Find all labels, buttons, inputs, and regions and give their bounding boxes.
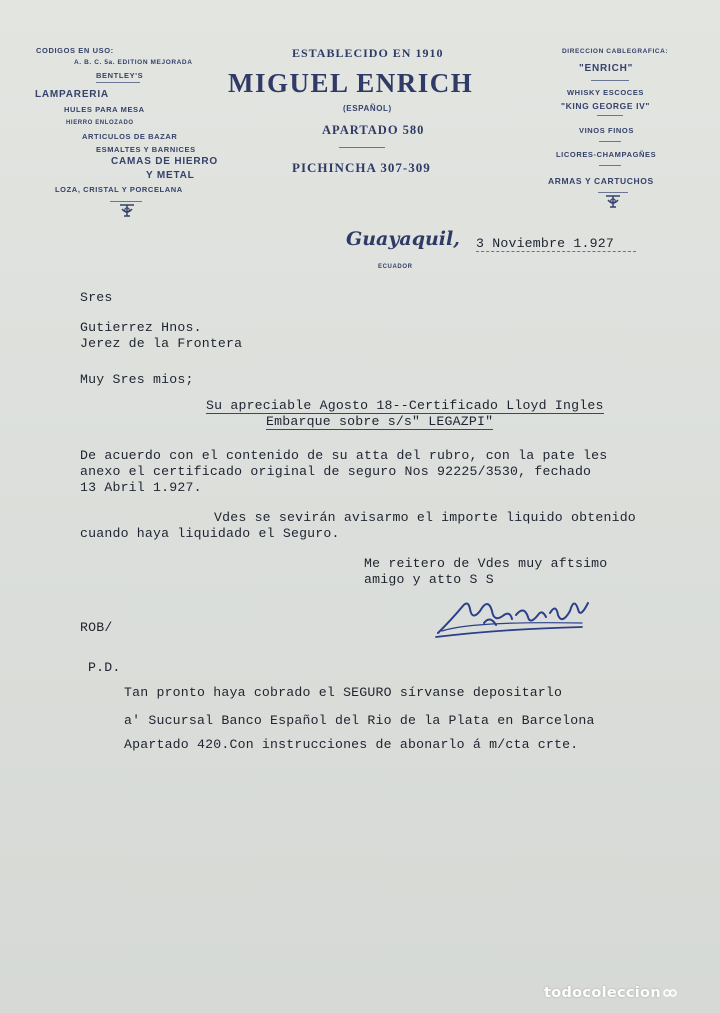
loza-item: LOZA, CRISTAL Y PORCELANA: [55, 185, 183, 194]
signature: [432, 585, 597, 643]
recipient-name: Gutierrez Hnos.: [80, 320, 202, 335]
company-name: MIGUEL ENRICH: [228, 68, 474, 98]
camas-item: CAMAS DE HIERRO: [111, 156, 219, 167]
nationality: (ESPAÑOL): [343, 104, 392, 113]
ps-line: Tan pronto haya cobrado el SEGURO sírvanse depositarlo: [124, 685, 563, 700]
articulos-item: ARTICULOS DE BAZAR: [82, 132, 178, 141]
cable-value: "ENRICH": [579, 63, 634, 74]
hierro-item: HIERRO ENLOZADO: [66, 120, 134, 126]
ps-line: Apartado 420.Con instrucciones de abonarlo á m/cta crte.: [124, 737, 579, 752]
king-item: "KING GEORGE IV": [561, 101, 650, 111]
vinos-item: VINOS FINOS: [579, 126, 634, 135]
paragraph-1-line: 13 Abril 1.927.: [80, 480, 202, 495]
divider: [591, 80, 629, 81]
closing-line: Me reitero de Vdes muy aftsimo: [364, 556, 608, 571]
salutation-top: Sres: [80, 290, 113, 305]
country-label: ECUADOR: [378, 264, 413, 270]
bentleys-code: BENTLEY'S: [96, 71, 144, 80]
subject-line-2: Embarque sobre s/s" LEGAZPI": [266, 414, 494, 429]
closing-line: amigo y atto S S: [364, 572, 494, 587]
letterhead-emblem-icon: [118, 203, 136, 218]
paragraph-2-line: cuando haya liquidado el Seguro.: [80, 526, 340, 541]
codes-value: A. B. C. 5a. EDITION MEJORADA: [74, 59, 193, 66]
whisky-item: WHISKY ESCOCES: [567, 88, 645, 97]
paragraph-2-line: Vdes se sevirán avisarmo el importe liquido obtenido: [214, 510, 636, 525]
typist-initials: ROB/: [80, 620, 113, 635]
watermark-text: todocoleccion: [544, 985, 661, 1001]
divider: [96, 82, 140, 83]
paragraph-1-line: anexo el certificado original de seguro Nos 92225/3530, fechado: [80, 464, 592, 479]
apartado: APARTADO 580: [322, 123, 425, 137]
divider: [339, 147, 385, 148]
address: PICHINCHA 307-309: [292, 160, 431, 175]
divider: [597, 115, 623, 116]
codes-label: CODIGOS EN USO:: [36, 46, 114, 55]
paragraph-1-line: De acuerdo con el contenido de su atta del rubro, con la pate les: [80, 448, 608, 463]
watermark: [544, 985, 677, 1001]
subject-line-1: Su apreciable Agosto 18--Certificado Lloyd Ingles: [206, 398, 604, 413]
divider: [110, 201, 142, 202]
divider: [599, 165, 621, 166]
letter-date: 3 Noviembre 1.927: [476, 236, 636, 252]
esmaltes-item: ESMALTES Y BARNICES: [96, 145, 196, 154]
greeting: Muy Sres mios;: [80, 372, 194, 387]
city-script: Guayaquil,: [346, 228, 460, 250]
divider: [599, 141, 621, 142]
licores-item: LICORES-CHAMPAGÑES: [556, 150, 657, 159]
ps-label: P.D.: [88, 660, 121, 675]
ps-line: a' Sucursal Banco Español del Rio de la Plata en Barcelona: [124, 713, 595, 728]
hules-item: HULES PARA MESA: [64, 105, 145, 114]
lampareria-item: LAMPARERIA: [35, 89, 109, 100]
cable-label: DIRECCION CABLEGRAFICA:: [562, 48, 669, 55]
established-line: ESTABLECIDO EN 1910: [292, 46, 444, 60]
armas-item: ARMAS Y CARTUCHOS: [548, 176, 654, 186]
watermark-logo-icon: [663, 987, 677, 999]
divider: [598, 192, 628, 193]
metal-item: Y METAL: [146, 170, 195, 181]
recipient-city: Jerez de la Frontera: [80, 336, 243, 351]
letterhead-emblem-icon: [604, 194, 622, 209]
